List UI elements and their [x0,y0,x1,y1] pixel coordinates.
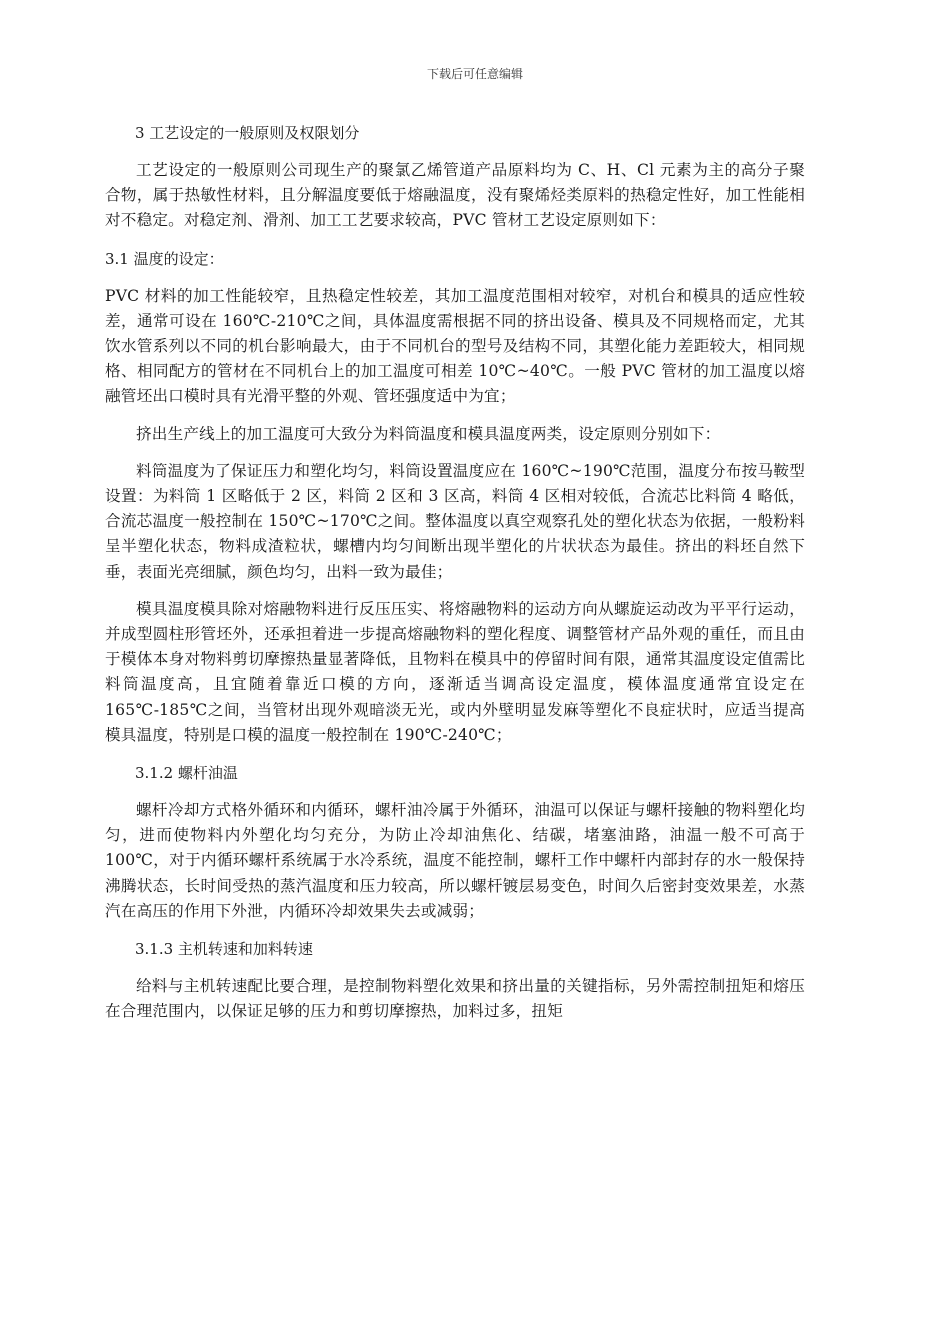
section-3-1-3-paragraph: 给料与主机转速配比要合理，是控制物料塑化效果和挤出量的关键指标，另外需控制扭矩和熔压在合理范围内，以保证足够的压力和剪切摩擦热，加料过多，扭矩 [105,977,805,1021]
section-3-heading: 3 工艺设定的一般原则及权限划分 [135,124,360,142]
section-3-1-heading: 3.1 温度的设定： [105,249,224,268]
section-3-1-2-paragraph: 螺杆冷却方式格外循环和内循环，螺杆油冷属于外循环，油温可以保证与螺杆接触的物料塑化均匀，进而使物料内外塑化均匀充分，为防止冷却油焦化、结碳，堵塞油路，油温一般不可高于 100℃，对于内循环螺杆系统属于水冷系统，温度不能控制，螺杆工作中螺杆内部封存的水一般保持沸腾状态，长时间受热的蒸汽温度和压力较高，所以螺杆镀层易变色，时间久后密封变效果差，水蒸汽在高压的作用下外泄，内循环冷却效果失去或减弱； [105,801,805,920]
page-header: 下载后可任意编辑 [426,67,523,81]
section-3-1-paragraph-2: 挤出生产线上的加工温度可大致分为料筒温度和模具温度两类，设定原则分别如下： [136,424,721,443]
section-3-1-paragraph-1: PVC 材料的加工性能较窄，且热稳定性较差，其加工温度范围相对较窄，对机台和模具的适应性较差，通常可设在 160℃-210℃之间，具体温度需根据不同的挤出设备、模具及不同规格而定，尤其饮水管系列以不同的机台影响最大，由于不同机台的型号及结构不同，其塑化能力差距较大，相同规格、相同配方的管材在不同机台上的加工温度可相差 10℃~40℃。一般 PVC 管材的加工温度以熔融管坯出口模时具有光滑平整的外观、管坯强度适中为宜； [105,286,805,406]
section-3-1-paragraph-3: 料筒温度为了保证压力和塑化均匀，料筒设置温度应在 160℃~190℃范围，温度分布按马鞍型设置：为料筒 1 区略低于 2 区，料筒 2 区和 3 区高，料筒 4 区相对较低，合流芯比料筒 4 略低，合流芯温度一般控制在 150℃~170℃之间。整体温度以真空观察孔处的塑化状态为依据，一般粉料呈半塑化状态，物料成渣粒状，螺槽内均匀间断出现半塑化的片状状态为最佳。挤出的料坯自然下垂，表面光亮细腻，颜色均匀，出料一致为最佳； [105,461,805,581]
section-3-intro-paragraph: 工艺设定的一般原则公司现生产的聚氯乙烯管道产品原料均为 C、H、Cl 元素为主的高分子聚合物，属于热敏性材料，且分解温度要低于熔融温度，没有聚烯烃类原料的热稳定性好，加工性能相对不稳定。对稳定剂、滑剂、加工工艺要求较高，PVC 管材工艺设定原则如下： [105,161,805,230]
section-3-1-paragraph-4: 模具温度模具除对熔融物料进行反压压实、将熔融物料的运动方向从螺旋运动改为平平行运动，并成型圆柱形管坯外，还承担着进一步提高熔融物料的塑化程度、调整管材产品外观的重任，而且由于模体本身对物料剪切摩擦热量显著降低，且物料在模具中的停留时间有限，通常其温度设定值需比料筒温度高，且宜随着靠近口模的方向，逐渐适当调高设定温度，模体温度通常宜设定在 165℃-185℃之间，当管材出现外观暗淡无光，或内外壁明显发麻等塑化不良症状时，应适当提高模具温度，特别是口模的温度一般控制在 190℃-240℃； [105,599,805,744]
section-3-1-3-heading: 3.1.3 主机转速和加料转速 [135,940,313,959]
document-body [105,120,805,1036]
section-3-1-2-heading: 3.1.2 螺杆油温 [135,764,238,783]
